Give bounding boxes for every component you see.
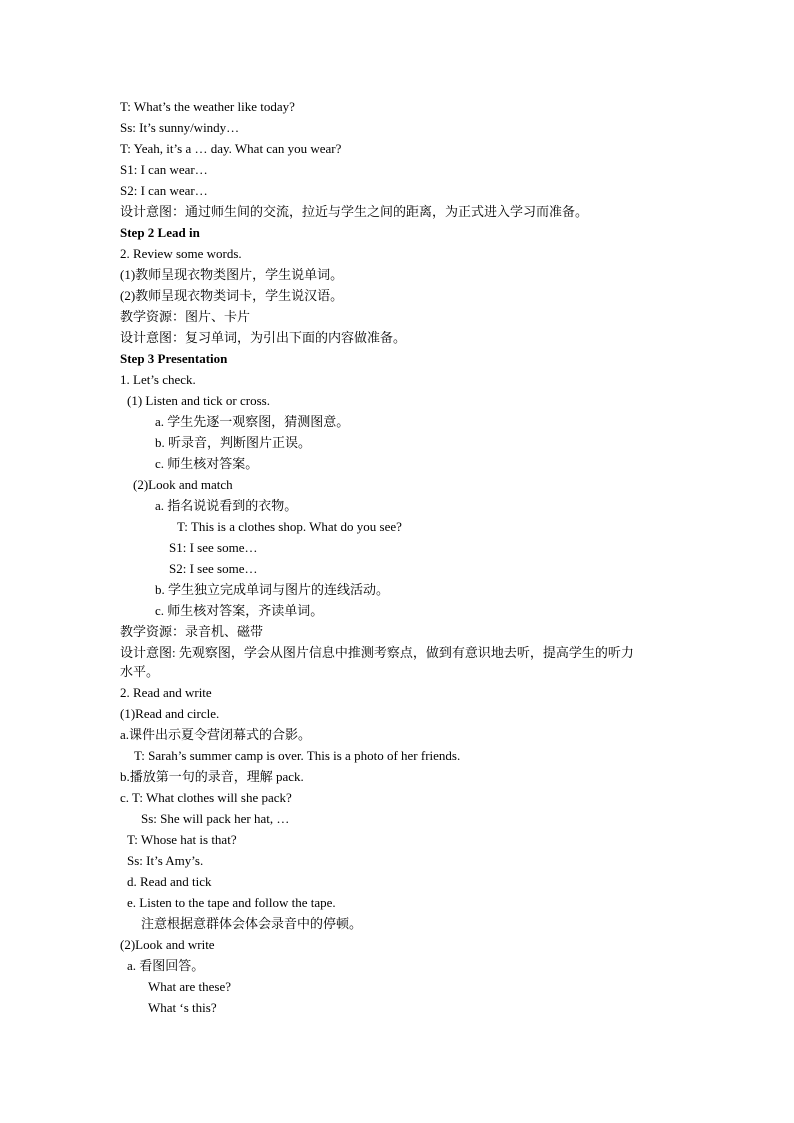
text-line: T: Yeah, it’s a … day. What can you wear? bbox=[120, 141, 342, 156]
text-line: S2: I can wear… bbox=[120, 183, 208, 198]
text-line: T: What’s the weather like today? bbox=[120, 99, 295, 114]
text-line: 设计意图：通过师生间的交流，拉近与学生之间的距离，为正式进入学习而准备。 bbox=[120, 204, 589, 219]
text-line: a. 指名说说看到的衣物。 bbox=[155, 498, 298, 513]
text-line: a.课件出示夏令营闭幕式的合影。 bbox=[120, 727, 312, 742]
text-line: What ‘s this? bbox=[148, 1000, 217, 1015]
text-line: T: This is a clothes shop. What do you see? bbox=[177, 519, 402, 534]
text-line: 设计意图: 先观察图，学会从图片信息中推测考察点，做到有意识地去听，提高学生的听力 bbox=[120, 645, 634, 660]
text-line: c. 师生核对答案。 bbox=[155, 456, 259, 471]
text-line: 注意根据意群体会体会录音中的停顿。 bbox=[141, 916, 363, 931]
text-line: (2)Look and match bbox=[133, 477, 233, 492]
text-line: Ss: It’s sunny/windy… bbox=[120, 120, 240, 135]
text-line: 设计意图：复习单词，为引出下面的内容做准备。 bbox=[120, 330, 407, 345]
text-line: a. 学生先逐一观察图，猜测图意。 bbox=[155, 414, 350, 429]
text-line: 教学资源：图片、卡片 bbox=[120, 309, 251, 324]
step-heading: Step 2 Lead in bbox=[120, 225, 200, 240]
text-line: b.播放第一句的录音，理解 pack. bbox=[120, 769, 304, 784]
text-line: b. 学生独立完成单词与图片的连线活动。 bbox=[155, 582, 390, 597]
text-line: Ss: It’s Amy’s. bbox=[127, 853, 204, 868]
text-line: T: Sarah’s summer camp is over. This is a photo of her friends. bbox=[134, 748, 461, 763]
text-line: 教学资源：录音机、磁带 bbox=[120, 624, 264, 639]
text-line: 水平。 bbox=[120, 664, 160, 679]
text-line: 2. Review some words. bbox=[120, 246, 242, 261]
text-line: S1: I can wear… bbox=[120, 162, 208, 177]
text-line: What are these? bbox=[148, 979, 232, 994]
text-line: S1: I see some… bbox=[169, 540, 258, 555]
text-line: d. Read and tick bbox=[127, 874, 212, 889]
text-line: 2. Read and write bbox=[120, 685, 212, 700]
text-line: (2)Look and write bbox=[120, 937, 215, 952]
text-line: Ss: She will pack her hat, … bbox=[141, 811, 290, 826]
text-line: c. T: What clothes will she pack? bbox=[120, 790, 292, 805]
text-line: (2)教师呈现衣物类词卡，学生说汉语。 bbox=[120, 288, 344, 303]
step-heading: Step 3 Presentation bbox=[120, 351, 228, 366]
text-line: b. 听录音，判断图片正误。 bbox=[155, 435, 312, 450]
text-line: T: Whose hat is that? bbox=[127, 832, 237, 847]
text-line: (1)Read and circle. bbox=[120, 706, 220, 721]
text-line: (1)教师呈现衣物类图片，学生说单词。 bbox=[120, 267, 344, 282]
text-line: 1. Let’s check. bbox=[120, 372, 196, 387]
text-line: S2: I see some… bbox=[169, 561, 258, 576]
text-line: e. Listen to the tape and follow the tape. bbox=[127, 895, 336, 910]
text-line: c. 师生核对答案，齐读单词。 bbox=[155, 603, 324, 618]
text-line: (1) Listen and tick or cross. bbox=[127, 393, 270, 408]
text-line: a. 看图回答。 bbox=[127, 958, 205, 973]
